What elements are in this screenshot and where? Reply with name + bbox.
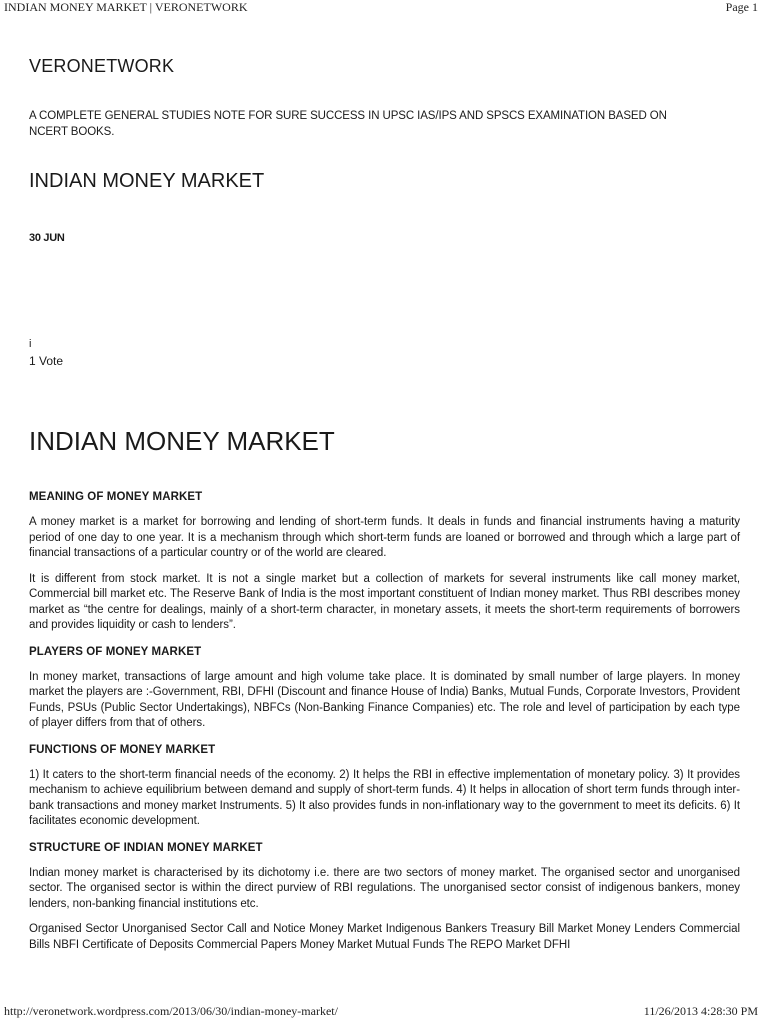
post-title[interactable]: INDIAN MONEY MARKET [29,170,265,192]
section-paragraph: 1) It caters to the short-term financial needs of the economy. 2) It helps the RBI in effective implementation of monetary policy. 3) It provides mechanism to achieve equilibrium between demand and supply of short-term funds. 4) It helps in allocation of short term funds through inter-bank transactions and money market Instruments. 5) It also provides funds in non-inflationary way to the government to meet its deficits. 6) It facilitates economic development. [29,768,740,827]
print-footer [4,1004,758,1020]
section-paragraph: Indian money market is characterised by its dichotomy i.e. there are two sectors of money market. The organised sector and unorganised sector. The organised sector is within the direct purview of RBI regulations. The unorganised sector consist of indigenous bankers, money lenders, non-banking financial institutions etc. [29,866,740,910]
site-title[interactable]: VERONETWORK [29,56,175,76]
print-footer-url[interactable]: http://veronetwork.wordpress.com/2013/06/30/indian-money-market/ [4,1004,338,1018]
post-date: 30 JUN [29,232,65,244]
print-header-page-number: Page 1 [725,0,758,14]
section-paragraph: It is different from stock market. It is not a single market but a collection of markets for several instruments like call money market, Commercial bill market etc. The Reserve Bank of India is the most important constituent of Indian money market. Thus RBI describes money market as “the centre for dealings, mainly of a short-term character, in monetary assets, it meets the short-term requirements of borrowers and provides liquidity or cash to lenders”. [29,572,740,631]
site-tagline: A COMPLETE GENERAL STUDIES NOTE FOR SURE SUCCESS IN UPSC IAS/IPS AND SPSCS EXAMINATION BASED ON NCERT BOOKS. [29,110,667,138]
section-heading: MEANING OF MONEY MARKET [29,491,203,503]
print-header [4,0,758,16]
section-paragraph: Organised Sector Unorganised Sector Call and Notice Money Market Indigenous Bankers Treasury Bill Market Money Lenders Commercial Bills NBFI Certificate of Deposits Commercial Papers Money Market Mutual Funds The REPO Market DFHI [29,923,740,951]
article-body [29,489,740,963]
section-paragraph: In money market, transactions of large amount and high volume take place. It is dominated by small number of large players. In money market the players are :-Government, RBI, DFHI (Discount and finance House of India) Banks, Mutual Funds, Corporate Investors, Provident Funds, PSUs (Public Sector Undertakings), NBFCs (Non-Banking Finance Companies) etc. The role and level of participation by each type of player differs from that of others. [29,670,740,729]
section-heading: PLAYERS OF MONEY MARKET [29,645,202,658]
section-paragraph: A money market is a market for borrowing and lending of short-term funds. It deals in funds and financial instruments having a maturity period of one day to one year. It is a mechanism through which short-term funds are loaned or borrowed and through which a large part of financial transactions of a particular country or of the world are cleared. [29,516,740,559]
section-heading: FUNCTIONS OF MONEY MARKET [29,743,216,756]
section-heading: STRUCTURE OF INDIAN MONEY MARKET [29,841,263,854]
print-header-title: INDIAN MONEY MARKET | VERONETWORK [4,0,248,14]
rating-icon[interactable]: i [29,338,32,350]
rating-vote-count: 1 Vote [29,354,64,368]
article-title: INDIAN MONEY MARKET [29,426,335,456]
print-footer-timestamp: 11/26/2013 4:28:30 PM [643,1004,758,1018]
